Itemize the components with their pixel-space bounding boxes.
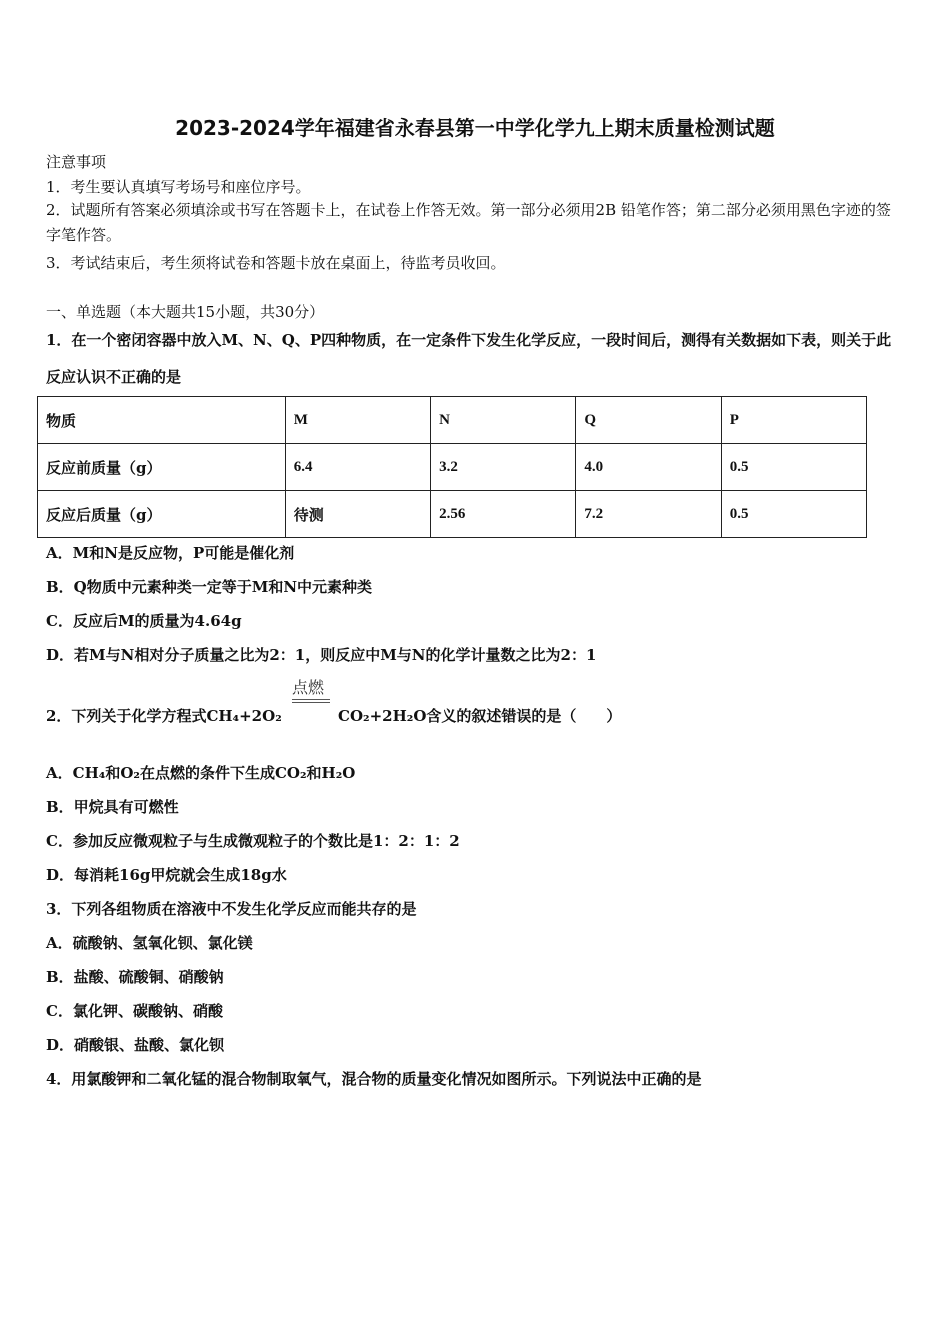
table-cell: 2.56 (431, 491, 576, 538)
table-cell: 0.5 (721, 444, 866, 491)
question-2-stem-start: 2．下列关于化学方程式CH₄+2O₂ (46, 707, 282, 725)
question-3-option-a: A．硫酸钠、氢氧化钡、氯化镁 (46, 934, 253, 952)
question-3-stem: 3．下列各组物质在溶液中不发生化学反应而能共存的是 (46, 900, 417, 918)
question-3-option-d: D．硝酸银、盐酸、氯化钡 (46, 1036, 225, 1054)
notice-item-3: 3．考试结束后，考生须将试卷和答题卡放在桌面上，待监考员收回。 (46, 254, 506, 272)
table-header-cell: Q (576, 397, 721, 444)
table-cell: 反应后质量（g） (38, 491, 286, 538)
notice-item-2: 2．试题所有答案必须填涂或书写在答题卡上，在试卷上作答无效。第一部分必须用2B 铅笔作答；第二部分必须用黑色字迹的签字笔作答。 (46, 201, 891, 244)
table-cell: 7.2 (576, 491, 721, 538)
equation-equals-bar (292, 699, 330, 700)
notice-item-1: 1．考生要认真填写考场号和座位序号。 (46, 178, 311, 196)
table-header-cell: P (721, 397, 866, 444)
question-1-option-d: D．若M与N相对分子质量之比为2：1，则反应中M与N的化学计量数之比为2：1 (46, 646, 597, 664)
question-3-option-b: B．盐酸、硫酸铜、硝酸钠 (46, 968, 224, 986)
table-row (38, 444, 867, 491)
question-1-option-a: A．M和N是反应物，P可能是催化剂 (46, 544, 295, 562)
question-2-stem-end: CO₂+2H₂O含义的叙述错误的是（ ） (338, 707, 622, 725)
equation-equals-bar (292, 702, 330, 703)
question-4-stem: 4．用氯酸钾和二氧化锰的混合物制取氧气，混合物的质量变化情况如图所示。下列说法中正确的是 (46, 1070, 702, 1088)
question-1-option-b: B．Q物质中元素种类一定等于M和N中元素种类 (46, 578, 373, 596)
table-cell: 4.0 (576, 444, 721, 491)
table-cell: 反应前质量（g） (38, 444, 286, 491)
table-cell: 3.2 (431, 444, 576, 491)
table-cell: 待测 (285, 491, 430, 538)
question-2-option-b: B．甲烷具有可燃性 (46, 798, 179, 816)
question-2-option-c: C．参加反应微观粒子与生成微观粒子的个数比是1：2：1：2 (46, 832, 460, 850)
question-2-option-a: A．CH₄和O₂在点燃的条件下生成CO₂和H₂O (46, 764, 356, 782)
table-header-cell: N (431, 397, 576, 444)
reaction-data-table (37, 396, 867, 538)
table-cell: 0.5 (721, 491, 866, 538)
table-cell: 6.4 (285, 444, 430, 491)
question-1-stem: 1．在一个密闭容器中放入M、N、Q、P四种物质，在一定条件下发生化学反应，一段时间后，测得有关数据如下表，则关于此反应认识不正确的是 (46, 331, 892, 386)
question-3-option-c: C．氯化钾、碳酸钠、硝酸 (46, 1002, 223, 1020)
table-header-cell: M (285, 397, 430, 444)
table-row (38, 491, 867, 538)
table-header-cell: 物质 (38, 397, 286, 444)
question-1-option-c: C．反应后M的质量为4.64g (46, 612, 242, 630)
page-title: 2023-2024学年福建省永春县第一中学化学九上期末质量检测试题 (175, 116, 775, 140)
section-heading: 一、单选题（本大题共15小题，共30分） (46, 303, 325, 321)
question-2-option-d: D．每消耗16g甲烷就会生成18g水 (46, 866, 287, 884)
table-header-row (38, 397, 867, 444)
question-2-equation (46, 675, 746, 735)
reaction-condition-label: 点燃 (292, 678, 325, 697)
notice-heading: 注意事项 (46, 153, 107, 171)
